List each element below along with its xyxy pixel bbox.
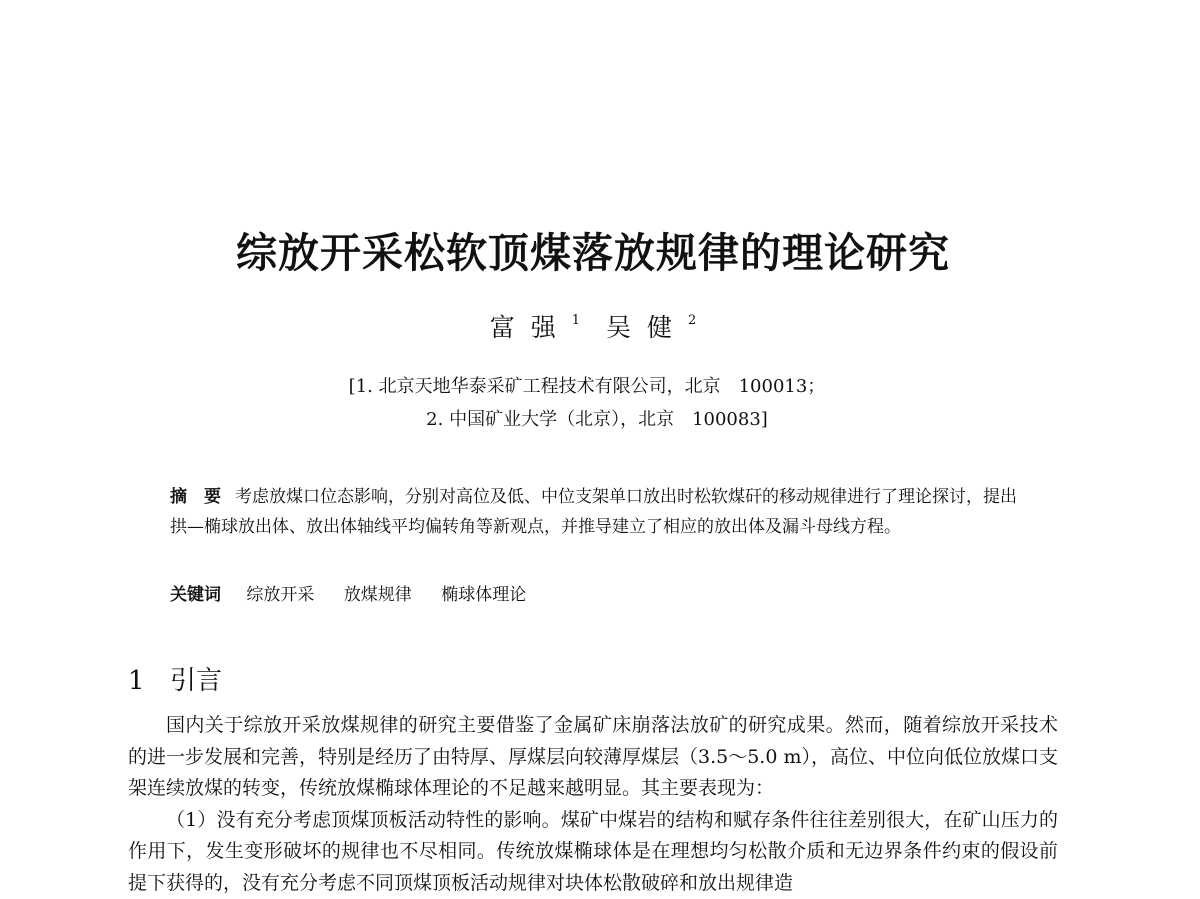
author-1-name: 富强	[490, 313, 572, 342]
affiliation-line-2: 2. 中国矿业大学（北京），北京 100083]	[4, 405, 1190, 431]
paragraph: 国内关于综放开采放煤规律的研究主要借鉴了金属矿床崩落法放矿的研究成果。然而，随着综放开采技术的进一步发展和完善，特别是经历了由特厚、厚煤层向较薄厚煤层（3.5～5.0 m），高位、中位向低位放煤口支架连续放煤的转变，传统放煤椭球体理论的不足越来越明显。其主要表现为：	[128, 710, 1058, 805]
author-1	[490, 308, 580, 344]
keyword: 放煤规律	[344, 580, 412, 605]
abstract	[170, 482, 1030, 542]
keywords	[170, 580, 550, 605]
body-text	[128, 710, 1058, 899]
author-1-affiliation-mark: 1	[572, 313, 580, 328]
author-2-affiliation-mark: 2	[688, 313, 696, 328]
abstract-label: 摘 要	[170, 487, 221, 507]
keywords-label: 关键词	[170, 585, 221, 605]
paper-title: 综放开采松软顶煤落放规律的理论研究	[0, 220, 1186, 279]
section-number: 1	[128, 666, 170, 696]
keyword: 综放开采	[246, 580, 314, 605]
section-title: 引言	[170, 666, 222, 696]
keyword: 椭球体理论	[441, 580, 526, 605]
abstract-text: 考虑放煤口位态影响，分别对高位及低、中位支架单口放出时松软煤矸的移动规律进行了理论探讨，提出拱—椭球放出体、放出体轴线平均偏转角等新观点，并推导建立了相应的放出体及漏斗母线方程。	[170, 487, 1017, 537]
author-list	[0, 308, 1186, 344]
paragraph: （1）没有充分考虑顶煤顶板活动特性的影响。煤矿中煤岩的结构和赋存条件往往差别很大，在矿山压力的作用下，发生变形破坏的规律也不尽相同。传统放煤椭球体是在理想均匀松散介质和无边界条件约束的假设前提下获得的，没有充分考虑不同顶煤顶板活动规律对块体松散破碎和放出规律造	[128, 805, 1058, 899]
author-2-name: 吴健	[606, 313, 688, 342]
author-2	[606, 308, 696, 344]
section-heading	[128, 660, 222, 697]
affiliation-line-1: [1. 北京天地华泰采矿工程技术有限公司，北京 100013；	[0, 372, 1180, 398]
